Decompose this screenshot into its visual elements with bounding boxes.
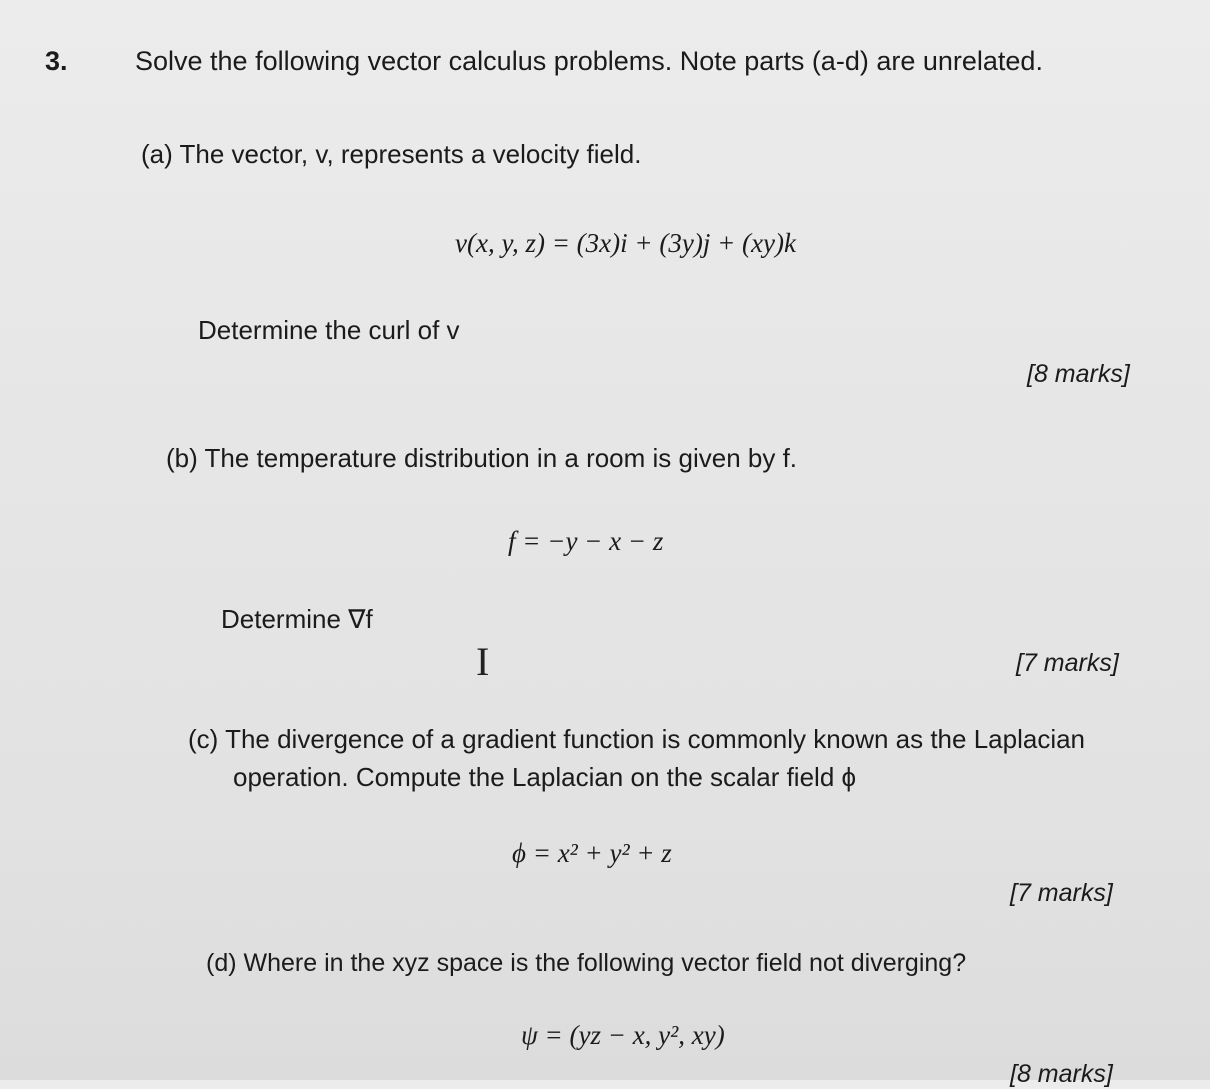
part-a-marks: [8 marks] xyxy=(1027,360,1130,388)
part-a-equation: v(x, y, z) = (3x)i + (3y)j + (xy)k xyxy=(455,228,796,258)
part-b-marks: [7 marks] xyxy=(1016,649,1119,677)
text-cursor-icon: I xyxy=(476,639,490,684)
part-c-prompt-line2: operation. Compute the Laplacian on the scalar field ϕ xyxy=(233,762,857,792)
part-b-equation: f = −y − x − z xyxy=(508,526,664,556)
part-a-prompt: (a) The vector, v, represents a velocity field. xyxy=(141,139,642,169)
part-d-equation: ψ = (yz − x, y², xy) xyxy=(521,1020,725,1050)
question-number: 3. xyxy=(45,46,68,76)
part-c-equation: ϕ = x² + y² + z xyxy=(512,838,672,868)
question-intro: Solve the following vector calculus problems. Note parts (a-d) are unrelated. xyxy=(135,46,1043,76)
part-b-prompt: (b) The temperature distribution in a room is given by f. xyxy=(166,443,798,473)
part-c-marks: [7 marks] xyxy=(1010,879,1113,907)
part-b-task: Determine ∇f xyxy=(221,604,373,634)
part-d-prompt: (d) Where in the xyz space is the following vector field not diverging? xyxy=(206,949,967,977)
part-d-marks: [8 marks] xyxy=(1010,1060,1113,1088)
part-a-task: Determine the curl of v xyxy=(198,315,460,345)
part-c-prompt-line1: (c) The divergence of a gradient function is commonly known as the Laplacian xyxy=(188,724,1086,754)
